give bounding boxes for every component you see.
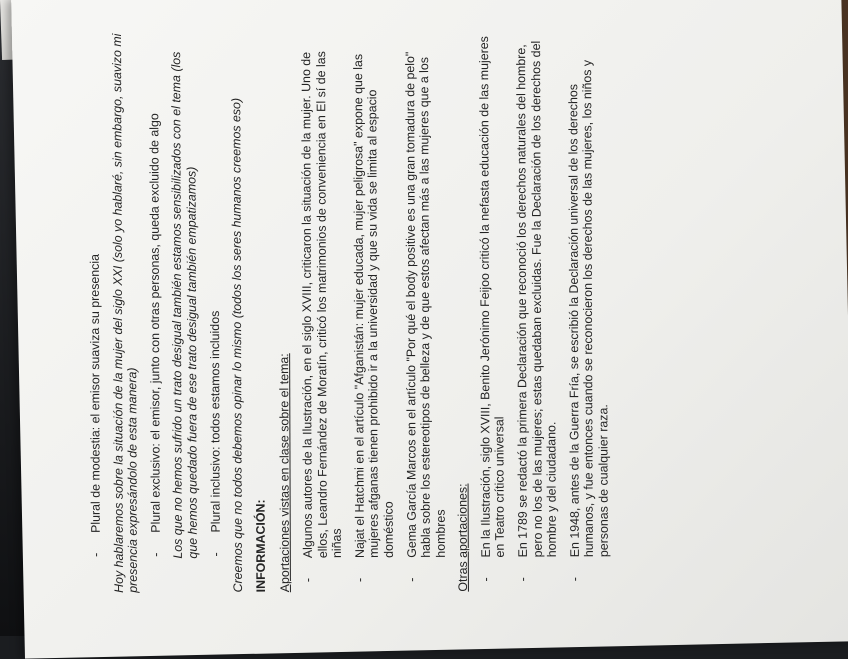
bullet-text: Gema García Marcos en el artículo "Por qué el body positive es una gran tomadura de pelo" habla sobre los estereotipos de belleza y de que estos afectan más a las mujeres que a los hombres	[402, 51, 448, 558]
bullet-text: Plural inclusivo: todos estamos incluidos	[207, 310, 223, 533]
bullet-text: Najat el Hatchmi en el artículo "Afganistán: mujer educada, mujer peligrosa" expone que las mujeres afganas tienen prohibido ir a la universidad y que su vida se limita al espacio doméstico	[350, 53, 396, 559]
heading-informacion: INFORMACIÓN:	[253, 499, 268, 593]
bullet-dash: -	[300, 578, 315, 583]
bullet-text: En la Ilustración, siglo XVIII, Benito Jerónimo Feijoo criticó la nefasta educación de las mujeres en Teatro crítico universal	[476, 36, 508, 558]
paper-sheet	[11, 0, 848, 659]
rotated-document	[47, 18, 848, 621]
bullet-dash: -	[148, 552, 163, 557]
bullet-dash: -	[208, 552, 223, 557]
list-item-aportacion	[402, 30, 448, 592]
bullet-text: Plural de modestia: el emisor suaviza su presencia	[87, 253, 103, 533]
bullet-dash: -	[567, 577, 582, 582]
list-item-otra-aportacion	[477, 29, 508, 591]
bullet-dash: -	[88, 552, 103, 557]
list-item-otra-aportacion	[566, 29, 612, 591]
document-body	[87, 29, 620, 593]
example-exclusivo: Los que no hemos sufrido un trato desigual también estamos sensibilizados con el tema (los que hemos quedado fuera de ese trato desigual también empatizamos)	[169, 51, 200, 559]
bullet-plural-modestia	[87, 31, 104, 593]
list-item-aportacion	[351, 30, 397, 592]
bullet-text: Plural exclusivo: el emisor, junto con otras personas, queda excluido de algo	[147, 113, 163, 533]
bullet-dash: -	[352, 577, 367, 583]
bullet-text: En 1948, antes de la Guerra Fría, se escribió la Declaración universal de los derechos humanos, y fue entonces cuando se reconocieron los derechos de las mujeres, los niños y personas de cualquier raza.	[566, 59, 611, 558]
bullet-dash: -	[404, 577, 419, 582]
example-modestia: Hoy hablaremos sobre la situación de la mujer del siglo XXI (solo yo hablaré, sin embargo, suavizo mi presencia expresándolo de esta manera)	[109, 33, 141, 593]
bullet-plural-inclusivo	[207, 30, 224, 592]
example-inclusivo: Creemos que no todos debemos opinar lo mismo (todos los seres humanos creemos eso)	[229, 97, 246, 593]
bullet-text: En 1789 se redactó la primera Declaración que reconoció los derechos naturales del hombre, pero no los de las mujeres; estas quedaban excluidas. Fue la Declaración de los derechos del hombre y del ciudadano.	[514, 40, 560, 558]
list-item-aportacion	[299, 30, 345, 592]
heading-otras-aportaciones: Otras aportaciones:	[455, 483, 471, 592]
bullet-dash: -	[515, 577, 530, 582]
list-item-otra-aportacion	[514, 29, 560, 591]
heading-aportaciones: Aportaciones vistas en clase sobre el tema:	[277, 353, 293, 593]
bullet-plural-exclusivo	[147, 31, 164, 593]
bullet-text: Algunos autores de la Ilustración, en el siglo XVIII, criticaron la situación de la mujer. Uno de ellos, Leandro Fernández de Moratín, criticó los matrimonios de conveniencia en El sí de las niñas	[298, 51, 344, 559]
bullet-dash: -	[478, 577, 493, 582]
